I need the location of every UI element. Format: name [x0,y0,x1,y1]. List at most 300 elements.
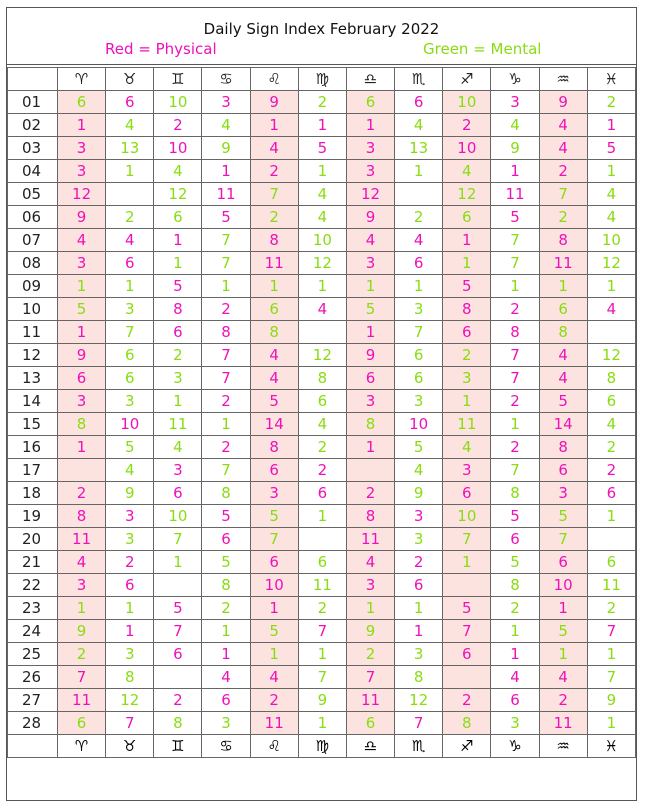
index-cell: 7 [491,229,539,252]
index-cell: 1 [58,436,106,459]
index-cell: 2 [539,689,587,712]
index-cell: 12 [443,183,491,206]
index-cell: 5 [298,137,346,160]
table-row [8,436,636,459]
index-cell: 12 [154,183,202,206]
index-cell: 1 [395,160,443,183]
index-cell: 2 [539,206,587,229]
index-cell: 3 [395,528,443,551]
index-cell: 5 [443,597,491,620]
index-cell: 4 [154,160,202,183]
table-row [8,229,636,252]
index-cell: 7 [202,344,250,367]
index-cell: 6 [443,206,491,229]
index-cell: 2 [395,551,443,574]
index-cell: 10 [587,229,635,252]
index-cell: 11 [346,528,394,551]
index-cell [395,183,443,206]
index-cell: 6 [395,367,443,390]
index-cell: 6 [250,298,298,321]
index-cell: 4 [346,229,394,252]
index-cell: 4 [539,666,587,689]
index-cell: 2 [491,298,539,321]
table-row [8,344,636,367]
index-cell: 3 [395,505,443,528]
day-label: 03 [8,137,58,160]
index-cell: 8 [250,229,298,252]
index-cell: 7 [106,712,154,735]
index-cell: 14 [250,413,298,436]
index-cell: 10 [154,137,202,160]
corner-cell [8,735,58,758]
index-cell [443,574,491,597]
index-cell: 2 [587,91,635,114]
index-cell: 6 [491,689,539,712]
index-cell: 12 [58,183,106,206]
sign-glyph-1: ♈ [58,68,106,91]
index-cell: 7 [395,712,443,735]
index-cell: 11 [443,413,491,436]
index-cell: 3 [443,459,491,482]
index-cell: 2 [443,344,491,367]
index-cell [154,574,202,597]
index-cell: 4 [106,229,154,252]
index-cell: 1 [346,275,394,298]
index-cell: 4 [250,344,298,367]
index-cell: 4 [539,137,587,160]
index-cell: 4 [395,229,443,252]
index-cell: 8 [58,413,106,436]
index-cell: 7 [395,321,443,344]
index-cell: 3 [106,390,154,413]
index-cell: 12 [587,344,635,367]
index-cell: 3 [202,712,250,735]
index-cell: 1 [346,597,394,620]
index-cell: 10 [443,505,491,528]
index-cell: 9 [346,344,394,367]
index-cell: 9 [250,91,298,114]
index-cell: 6 [346,712,394,735]
index-cell: 6 [154,482,202,505]
index-cell [587,528,635,551]
day-label: 23 [8,597,58,620]
index-cell: 5 [250,505,298,528]
table-row [8,597,636,620]
table-row [8,689,636,712]
day-label: 12 [8,344,58,367]
index-cell: 4 [202,666,250,689]
index-cell: 9 [106,482,154,505]
day-label: 01 [8,91,58,114]
index-cell: 6 [443,482,491,505]
index-cell [443,666,491,689]
index-cell: 8 [491,574,539,597]
day-label: 21 [8,551,58,574]
index-cell: 5 [491,206,539,229]
index-cell: 11 [154,413,202,436]
index-cell: 3 [395,298,443,321]
index-cell: 9 [491,137,539,160]
index-cell: 1 [202,413,250,436]
index-cell: 8 [202,321,250,344]
index-cell: 6 [106,91,154,114]
sign-glyph-4: ♋ [202,68,250,91]
index-cell: 3 [346,252,394,275]
index-cell: 4 [250,137,298,160]
index-cell: 12 [106,689,154,712]
index-cell: 1 [587,160,635,183]
index-cell: 1 [58,597,106,620]
table-row [8,551,636,574]
index-cell: 5 [539,390,587,413]
index-cell: 11 [539,252,587,275]
index-cell: 3 [58,574,106,597]
index-cell: 3 [106,505,154,528]
index-cell: 6 [106,574,154,597]
index-cell: 3 [491,91,539,114]
sign-glyph-11: ♒ [539,68,587,91]
index-cell [587,321,635,344]
index-cell: 1 [58,275,106,298]
index-cell: 8 [491,321,539,344]
index-cell: 1 [250,114,298,137]
sign-glyph-10: ♑ [491,735,539,758]
table-row [8,712,636,735]
sign-index-panel [6,7,637,801]
index-cell: 1 [395,620,443,643]
index-cell: 1 [346,436,394,459]
index-cell: 10 [106,413,154,436]
index-cell: 5 [250,390,298,413]
index-cell: 6 [106,344,154,367]
index-cell: 1 [154,229,202,252]
index-cell: 3 [346,574,394,597]
table-row [8,666,636,689]
index-cell: 7 [539,528,587,551]
index-cell: 7 [443,620,491,643]
index-cell: 4 [587,413,635,436]
index-cell: 8 [298,367,346,390]
index-cell: 1 [491,160,539,183]
index-cell: 5 [587,137,635,160]
day-label: 04 [8,160,58,183]
day-label: 05 [8,183,58,206]
day-label: 17 [8,459,58,482]
index-cell: 6 [539,459,587,482]
index-cell: 3 [58,252,106,275]
index-cell: 5 [202,551,250,574]
index-cell: 8 [250,436,298,459]
index-cell: 2 [346,643,394,666]
index-cell [298,321,346,344]
index-cell: 2 [443,114,491,137]
index-cell: 11 [539,712,587,735]
index-cell: 1 [491,643,539,666]
index-cell: 7 [58,666,106,689]
index-cell: 8 [539,436,587,459]
index-cell: 4 [154,436,202,459]
index-cell: 6 [202,528,250,551]
index-cell: 2 [58,643,106,666]
sign-glyph-7: ♎ [346,735,394,758]
index-cell: 6 [587,551,635,574]
index-cell: 1 [106,160,154,183]
index-cell: 4 [298,298,346,321]
index-cell: 7 [202,229,250,252]
index-cell: 6 [58,367,106,390]
index-cell: 2 [539,160,587,183]
index-cell: 11 [587,574,635,597]
day-label: 20 [8,528,58,551]
index-cell: 4 [395,114,443,137]
signs-footer-row [8,735,636,758]
table-row [8,367,636,390]
index-cell: 1 [443,252,491,275]
table-row [8,643,636,666]
day-label: 27 [8,689,58,712]
index-cell: 3 [346,137,394,160]
index-cell: 1 [491,620,539,643]
index-cell: 11 [346,689,394,712]
index-cell: 2 [202,597,250,620]
index-cell: 12 [298,252,346,275]
index-cell: 3 [154,367,202,390]
table-row [8,413,636,436]
index-cell: 1 [106,597,154,620]
table-header [7,8,636,65]
index-cell: 2 [154,344,202,367]
index-cell: 2 [491,597,539,620]
page-title: Daily Sign Index February 2022 [203,20,440,38]
index-cell: 1 [298,643,346,666]
index-cell: 5 [202,505,250,528]
sign-glyph-8: ♏ [395,68,443,91]
index-cell: 7 [491,344,539,367]
index-cell: 1 [491,413,539,436]
index-cell: 1 [202,160,250,183]
index-cell: 6 [539,298,587,321]
index-cell: 8 [154,712,202,735]
index-cell: 1 [298,712,346,735]
table-row [8,91,636,114]
index-cell: 8 [395,666,443,689]
index-cell: 7 [154,528,202,551]
index-cell: 13 [395,137,443,160]
index-cell: 7 [587,620,635,643]
index-cell: 7 [202,252,250,275]
index-cell: 6 [154,643,202,666]
table-row [8,114,636,137]
index-cell: 5 [250,620,298,643]
legend-mental: Green = Mental [423,40,542,58]
index-cell: 1 [58,114,106,137]
index-cell: 11 [58,689,106,712]
index-cell: 7 [202,459,250,482]
index-cell: 7 [202,367,250,390]
sign-glyph-9: ♐ [443,68,491,91]
index-cell: 8 [443,712,491,735]
index-cell: 1 [539,275,587,298]
sign-glyph-2: ♉ [106,68,154,91]
sign-glyph-12: ♓ [587,68,635,91]
index-cell: 1 [443,551,491,574]
day-label: 16 [8,436,58,459]
index-cell: 2 [298,459,346,482]
index-cell: 4 [346,551,394,574]
index-cell: 4 [587,183,635,206]
index-cell: 9 [58,206,106,229]
index-cell: 6 [395,252,443,275]
day-label: 02 [8,114,58,137]
table-row [8,620,636,643]
index-cell: 7 [539,183,587,206]
table-row [8,137,636,160]
index-cell: 6 [250,459,298,482]
index-cell: 7 [491,367,539,390]
index-cell: 4 [58,229,106,252]
index-cell: 1 [106,275,154,298]
index-cell: 3 [443,367,491,390]
index-cell: 11 [250,712,298,735]
index-cell: 4 [443,436,491,459]
table-row [8,275,636,298]
index-cell: 7 [298,620,346,643]
index-cell: 2 [395,206,443,229]
index-cell: 1 [395,275,443,298]
index-cell: 1 [154,252,202,275]
index-cell: 1 [58,321,106,344]
index-cell: 3 [395,643,443,666]
index-cell: 11 [58,528,106,551]
day-label: 18 [8,482,58,505]
index-cell: 4 [250,367,298,390]
day-label: 11 [8,321,58,344]
sign-glyph-6: ♍ [298,735,346,758]
index-cell: 7 [250,183,298,206]
index-cell: 1 [250,275,298,298]
index-cell: 4 [491,114,539,137]
day-label: 24 [8,620,58,643]
index-cell: 4 [539,114,587,137]
index-cell: 11 [202,183,250,206]
index-cell [106,183,154,206]
index-cell: 12 [298,344,346,367]
index-cell: 4 [298,413,346,436]
day-label: 13 [8,367,58,390]
index-cell: 1 [298,275,346,298]
index-cell: 7 [587,666,635,689]
table-row [8,459,636,482]
index-cell [154,666,202,689]
index-cell: 3 [346,390,394,413]
index-cell: 1 [443,229,491,252]
index-cell: 7 [250,528,298,551]
index-cell: 2 [250,160,298,183]
index-cell: 3 [154,459,202,482]
day-label: 25 [8,643,58,666]
index-cell: 4 [491,666,539,689]
index-cell: 1 [587,505,635,528]
index-cell: 6 [154,321,202,344]
index-cell: 4 [298,183,346,206]
index-cell: 1 [106,620,154,643]
index-cell: 1 [202,620,250,643]
index-cell: 5 [539,620,587,643]
index-cell: 3 [395,390,443,413]
index-cell: 4 [539,344,587,367]
index-cell: 8 [539,229,587,252]
signs-header-row [8,68,636,91]
index-cell: 12 [395,689,443,712]
day-label: 15 [8,413,58,436]
index-cell: 1 [346,114,394,137]
index-cell: 5 [154,597,202,620]
index-cell: 2 [250,206,298,229]
index-cell: 6 [346,91,394,114]
index-cell: 6 [539,551,587,574]
day-label: 14 [8,390,58,413]
index-cell: 3 [58,137,106,160]
index-cell: 8 [443,298,491,321]
index-cell: 2 [298,436,346,459]
index-cell: 6 [298,482,346,505]
index-cell: 1 [202,275,250,298]
index-cell: 2 [154,114,202,137]
index-cell: 7 [346,666,394,689]
day-label: 22 [8,574,58,597]
index-cell: 2 [587,459,635,482]
index-cell: 6 [58,91,106,114]
index-cell: 1 [587,275,635,298]
index-cell: 11 [250,252,298,275]
sign-glyph-7: ♎ [346,68,394,91]
index-cell: 9 [346,620,394,643]
index-cell: 2 [250,689,298,712]
index-cell: 6 [202,689,250,712]
index-cell: 2 [587,436,635,459]
table-row [8,252,636,275]
day-label: 28 [8,712,58,735]
index-cell: 2 [106,551,154,574]
index-cell: 7 [491,252,539,275]
sign-glyph-4: ♋ [202,735,250,758]
index-cell: 2 [298,597,346,620]
index-cell: 8 [539,321,587,344]
index-cell: 6 [491,528,539,551]
index-cell: 6 [106,252,154,275]
sign-glyph-11: ♒ [539,735,587,758]
index-cell: 1 [539,597,587,620]
day-label: 07 [8,229,58,252]
index-cell: 11 [491,183,539,206]
index-cell: 10 [154,505,202,528]
index-cell: 13 [106,137,154,160]
index-cell: 10 [443,137,491,160]
index-cell: 1 [154,551,202,574]
index-cell: 4 [250,666,298,689]
index-cell: 6 [395,574,443,597]
table-row [8,574,636,597]
index-cell: 2 [154,689,202,712]
index-cell: 9 [395,482,443,505]
index-cell: 9 [346,206,394,229]
index-cell: 3 [58,160,106,183]
day-label: 09 [8,275,58,298]
day-label: 26 [8,666,58,689]
index-cell: 6 [154,206,202,229]
index-cell: 10 [250,574,298,597]
index-cell: 10 [443,91,491,114]
